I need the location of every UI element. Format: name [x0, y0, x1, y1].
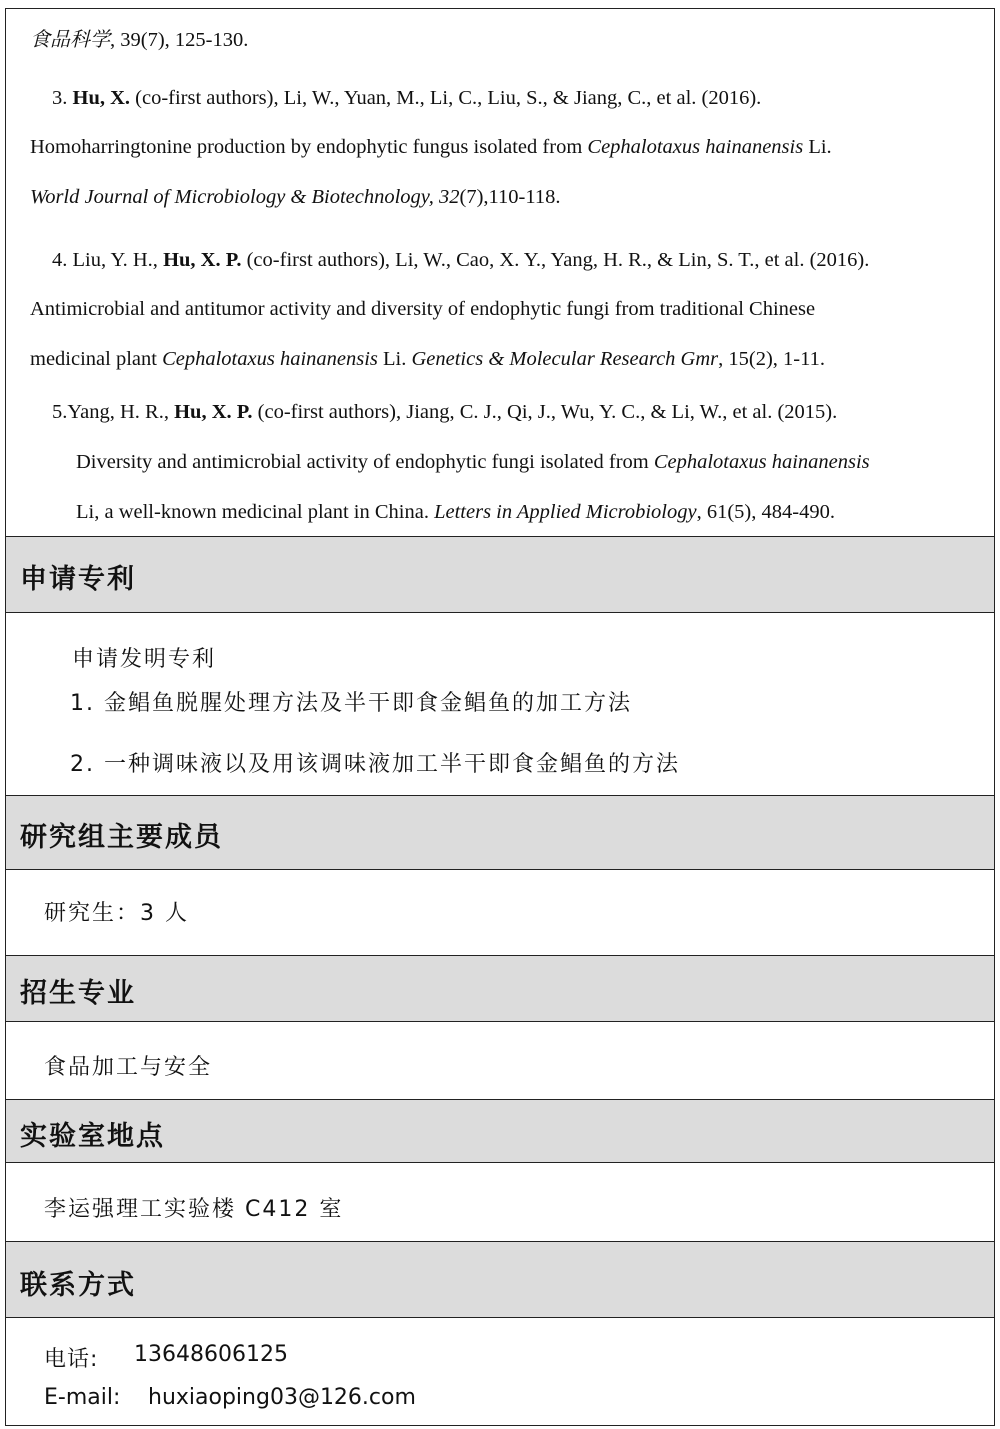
ref4-line1 — [52, 249, 869, 272]
ref5-line2 — [76, 451, 870, 474]
patent-item-1: 1. 金鲳鱼脱腥处理方法及半干即食金鲳鱼的加工方法 — [70, 691, 632, 716]
email-label: E-mail: — [44, 1385, 121, 1410]
ref2-journal: 食品科学 — [30, 27, 110, 51]
ref5-prefix: 5.Yang, H. R., — [52, 401, 175, 423]
ref3-species: Cephalotaxus hainanensis — [587, 136, 804, 158]
phone-label: 电话: — [44, 1347, 99, 1372]
contact-header — [6, 1241, 994, 1318]
ref4-line2: Antimicrobial and antitumor activity and diversity of endophytic fungi from traditional Chinese — [30, 298, 816, 320]
majors-header — [6, 955, 994, 1022]
ref3-line2 — [30, 136, 832, 159]
ref4-authors-rest: (co-first authors), Li, W., Cao, X. Y., Yang, H. R., & Lin, S. T., et al. (2016). — [241, 249, 870, 271]
ref4-line3-b: Li. — [377, 348, 412, 370]
ref2-rest: , 39(7), 125-130. — [110, 29, 249, 51]
ref4-line3 — [30, 348, 825, 371]
ref4-prefix: 4. Liu, Y. H., — [52, 249, 164, 271]
ref4-line3-rest: , 15(2), 1-11. — [718, 348, 826, 370]
ref3-journal: World Journal of Microbiology & Biotechnology, 32 — [30, 186, 460, 208]
ref5-authors-rest: (co-first authors), Jiang, C. J., Qi, J., Wu, Y. C., & Li, W., et al. (2015). — [252, 401, 838, 423]
ref3-line2-a: Homoharringtonine production by endophytic fungus isolated from — [30, 136, 588, 158]
ref4-line2 — [30, 298, 815, 321]
ref3-line1 — [52, 87, 761, 110]
ref5-journal: Letters in Applied Microbiology — [434, 501, 697, 523]
majors-heading: 招生专业 — [20, 978, 136, 1009]
ref4-line3-a: medicinal plant — [30, 348, 163, 370]
ref3-num: 3. — [52, 87, 73, 109]
document-frame — [5, 8, 995, 1426]
phone-value: 13648606125 — [134, 1342, 288, 1367]
lab-header — [6, 1099, 994, 1163]
ref3-line3 — [30, 186, 560, 209]
ref5-line3-rest: , 61(5), 484-490. — [696, 501, 835, 523]
ref2-tail — [30, 23, 248, 52]
ref5-line2-a: Diversity and antimicrobial activity of endophytic fungi isolated from — [76, 451, 654, 473]
members-text: 研究生：3 人 — [44, 901, 189, 926]
ref3-authors-rest: (co-first authors), Li, W., Yuan, M., Li, C., Liu, S., & Jiang, C., et al. (2016). — [130, 87, 762, 109]
patents-heading: 申请专利 — [20, 564, 136, 595]
majors-text: 食品加工与安全 — [44, 1055, 213, 1080]
email-value: huxiaoping03@126.com — [148, 1385, 416, 1410]
ref5-line3 — [76, 501, 835, 524]
ref5-author-bold: Hu, X. P. — [174, 401, 253, 423]
ref4-journal: Genetics & Molecular Research Gmr — [411, 348, 719, 370]
ref3-author-bold: Hu, X. — [72, 87, 131, 109]
ref3-line2-b: Li. — [803, 136, 832, 158]
ref4-author-bold: Hu, X. P. — [163, 249, 242, 271]
members-header — [6, 795, 994, 870]
patent-item-2: 2. 一种调味液以及用该调味液加工半干即食金鲳鱼的方法 — [70, 752, 680, 777]
ref4-species: Cephalotaxus hainanensis — [162, 348, 378, 370]
patents-header — [6, 536, 994, 613]
ref5-line3-a: Li, a well-known medicinal plant in China. — [76, 501, 435, 523]
ref5-species: Cephalotaxus hainanensis — [653, 451, 870, 473]
contact-heading: 联系方式 — [20, 1270, 136, 1301]
ref5-line1 — [52, 401, 837, 424]
lab-heading: 实验室地点 — [20, 1121, 165, 1152]
ref3-line3-rest: (7),110-118. — [459, 186, 561, 208]
lab-text: 李运强理工实验楼 C412 室 — [44, 1197, 344, 1222]
patents-intro: 申请发明专利 — [72, 647, 217, 672]
members-heading: 研究组主要成员 — [20, 822, 223, 853]
